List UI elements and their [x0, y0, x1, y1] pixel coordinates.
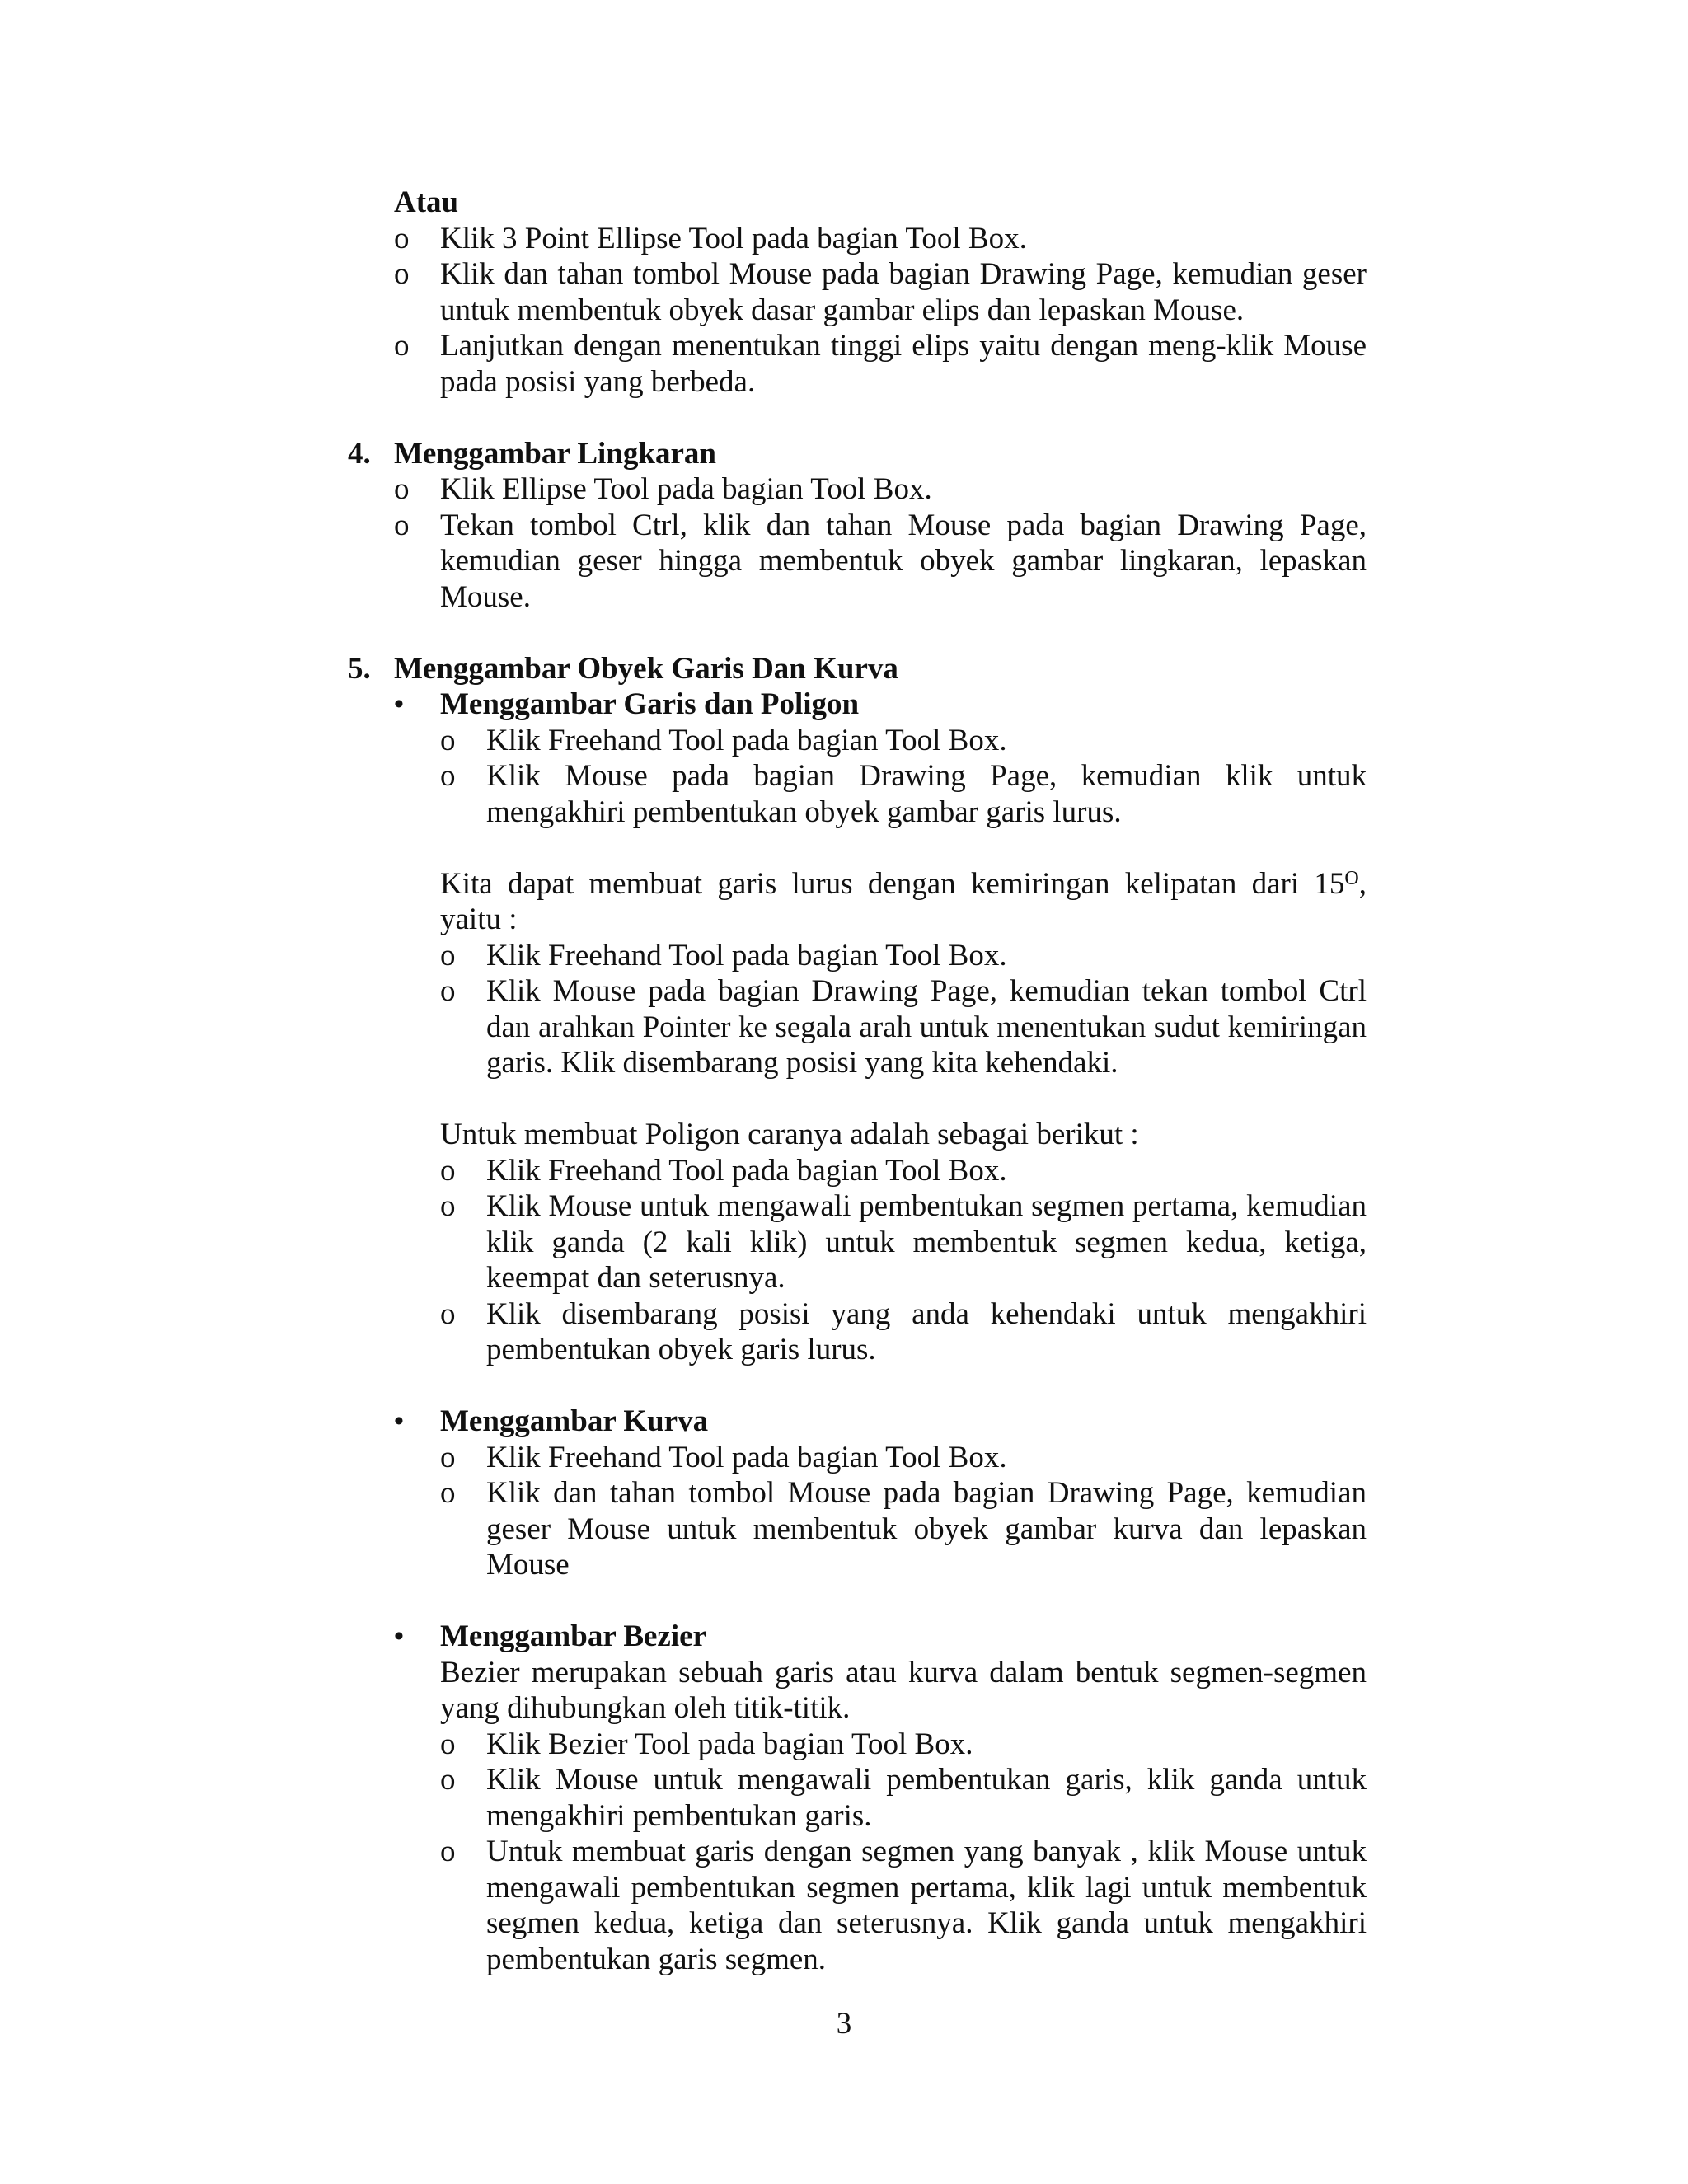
- circle-bullet-icon: o: [440, 1296, 456, 1331]
- paragraph-kemiringan: Kita dapat membuat garis lurus dengan kemiringan kelipatan dari $15^O$, yaitu :: [440, 866, 1367, 936]
- list-item: o Klik dan tahan tombol Mouse pada bagian Drawing Page, kemudian geser untuk membentuk obyek dasar gambar elips dan lepaskan Mouse.: [394, 257, 1367, 327]
- list-item: o Klik Freehand Tool pada bagian Tool Box.: [440, 723, 1007, 757]
- circle-bullet-icon: o: [440, 759, 456, 793]
- circle-bullet-icon: o: [440, 723, 456, 757]
- section-heading-atau: Atau: [394, 185, 459, 219]
- circle-bullet-icon: o: [440, 1189, 456, 1223]
- section-heading-4: 4. Menggambar Lingkaran: [348, 436, 716, 471]
- list-item: o Klik Freehand Tool pada bagian Tool Box.: [440, 1153, 1007, 1188]
- circle-bullet-icon: o: [394, 508, 410, 542]
- circle-bullet-icon: o: [394, 472, 410, 506]
- circle-bullet-icon: o: [394, 257, 410, 291]
- list-item: o Klik disembarang posisi yang anda kehendaki untuk mengakhiri pembentukan obyek garis lurus.: [440, 1296, 1367, 1366]
- circle-bullet-icon: o: [440, 1153, 456, 1188]
- list-item: o Klik Freehand Tool pada bagian Tool Box.: [440, 1440, 1007, 1474]
- circle-bullet-icon: o: [440, 1476, 456, 1510]
- subsection-heading-kurva: • Menggambar Kurva: [394, 1404, 709, 1438]
- subsection-heading-garis: • Menggambar Garis dan Poligon: [394, 687, 860, 721]
- subsection-heading-bezier: • Menggambar Bezier: [394, 1619, 706, 1653]
- circle-bullet-icon: o: [394, 221, 410, 255]
- list-item: o Klik Ellipse Tool pada bagian Tool Box.: [394, 472, 932, 506]
- circle-bullet-icon: o: [440, 974, 456, 1008]
- list-item: o Klik Mouse untuk mengawali pembentukan segmen pertama, kemudian klik ganda (2 kali klik) untuk membentuk segmen kedua, ketiga, keempat dan seterusnya.: [440, 1189, 1367, 1295]
- list-item: o Klik dan tahan tombol Mouse pada bagian Drawing Page, kemudian geser Mouse untuk membentuk obyek gambar kurva dan lepaskan Mouse: [440, 1476, 1367, 1582]
- list-item: o Lanjutkan dengan menentukan tinggi elips yaitu dengan meng-klik Mouse pada posisi yang berbeda.: [394, 329, 1367, 399]
- page-number: 3: [836, 2007, 852, 2041]
- circle-bullet-icon: o: [440, 1440, 456, 1474]
- bullet-icon: •: [394, 1406, 404, 1436]
- list-item: o Klik Bezier Tool pada bagian Tool Box.: [440, 1727, 973, 1761]
- list-item: o Klik Mouse untuk mengawali pembentukan garis, klik ganda untuk mengakhiri pembentukan garis.: [440, 1763, 1367, 1833]
- paragraph-bezier: Bezier merupakan sebuah garis atau kurva dalam bentuk segmen-segmen yang dihubungkan oleh titik-titik.: [440, 1655, 1367, 1725]
- bullet-icon: •: [394, 1621, 404, 1652]
- circle-bullet-icon: o: [440, 1763, 456, 1797]
- circle-bullet-icon: o: [440, 1835, 456, 1868]
- list-item: o Tekan tombol Ctrl, klik dan tahan Mouse pada bagian Drawing Page, kemudian geser hingga membentuk obyek gambar lingkaran, lepaskan Mouse.: [394, 508, 1367, 614]
- list-item: o Klik Freehand Tool pada bagian Tool Box.: [440, 938, 1007, 972]
- list-item: o Klik 3 Point Ellipse Tool pada bagian Tool Box.: [394, 221, 1027, 255]
- page-content: [348, 185, 1367, 1977]
- section-heading-5: 5. Menggambar Obyek Garis Dan Kurva: [348, 651, 898, 686]
- circle-bullet-icon: o: [440, 938, 456, 972]
- bullet-icon: •: [394, 689, 404, 719]
- list-item: o Klik Mouse pada bagian Drawing Page, kemudian tekan tombol Ctrl dan arahkan Pointer ke segala arah untuk menentukan sudut kemiringan garis. Klik disembarang posisi yang kita kehendaki.: [440, 974, 1367, 1080]
- list-item: o Untuk membuat garis dengan segmen yang banyak , klik Mouse untuk mengawali pembentukan segmen pertama, klik lagi untuk membentuk segmen kedua, ketiga dan seterusnya. Klik ganda untuk mengakhiri pembentukan garis segmen.: [440, 1835, 1367, 1976]
- paragraph-poligon: Untuk membuat Poligon caranya adalah sebagai berikut :: [440, 1118, 1139, 1151]
- circle-bullet-icon: o: [394, 329, 410, 363]
- list-item: o Klik Mouse pada bagian Drawing Page, kemudian klik untuk mengakhiri pembentukan obyek gambar garis lurus.: [440, 759, 1367, 829]
- circle-bullet-icon: o: [440, 1727, 456, 1761]
